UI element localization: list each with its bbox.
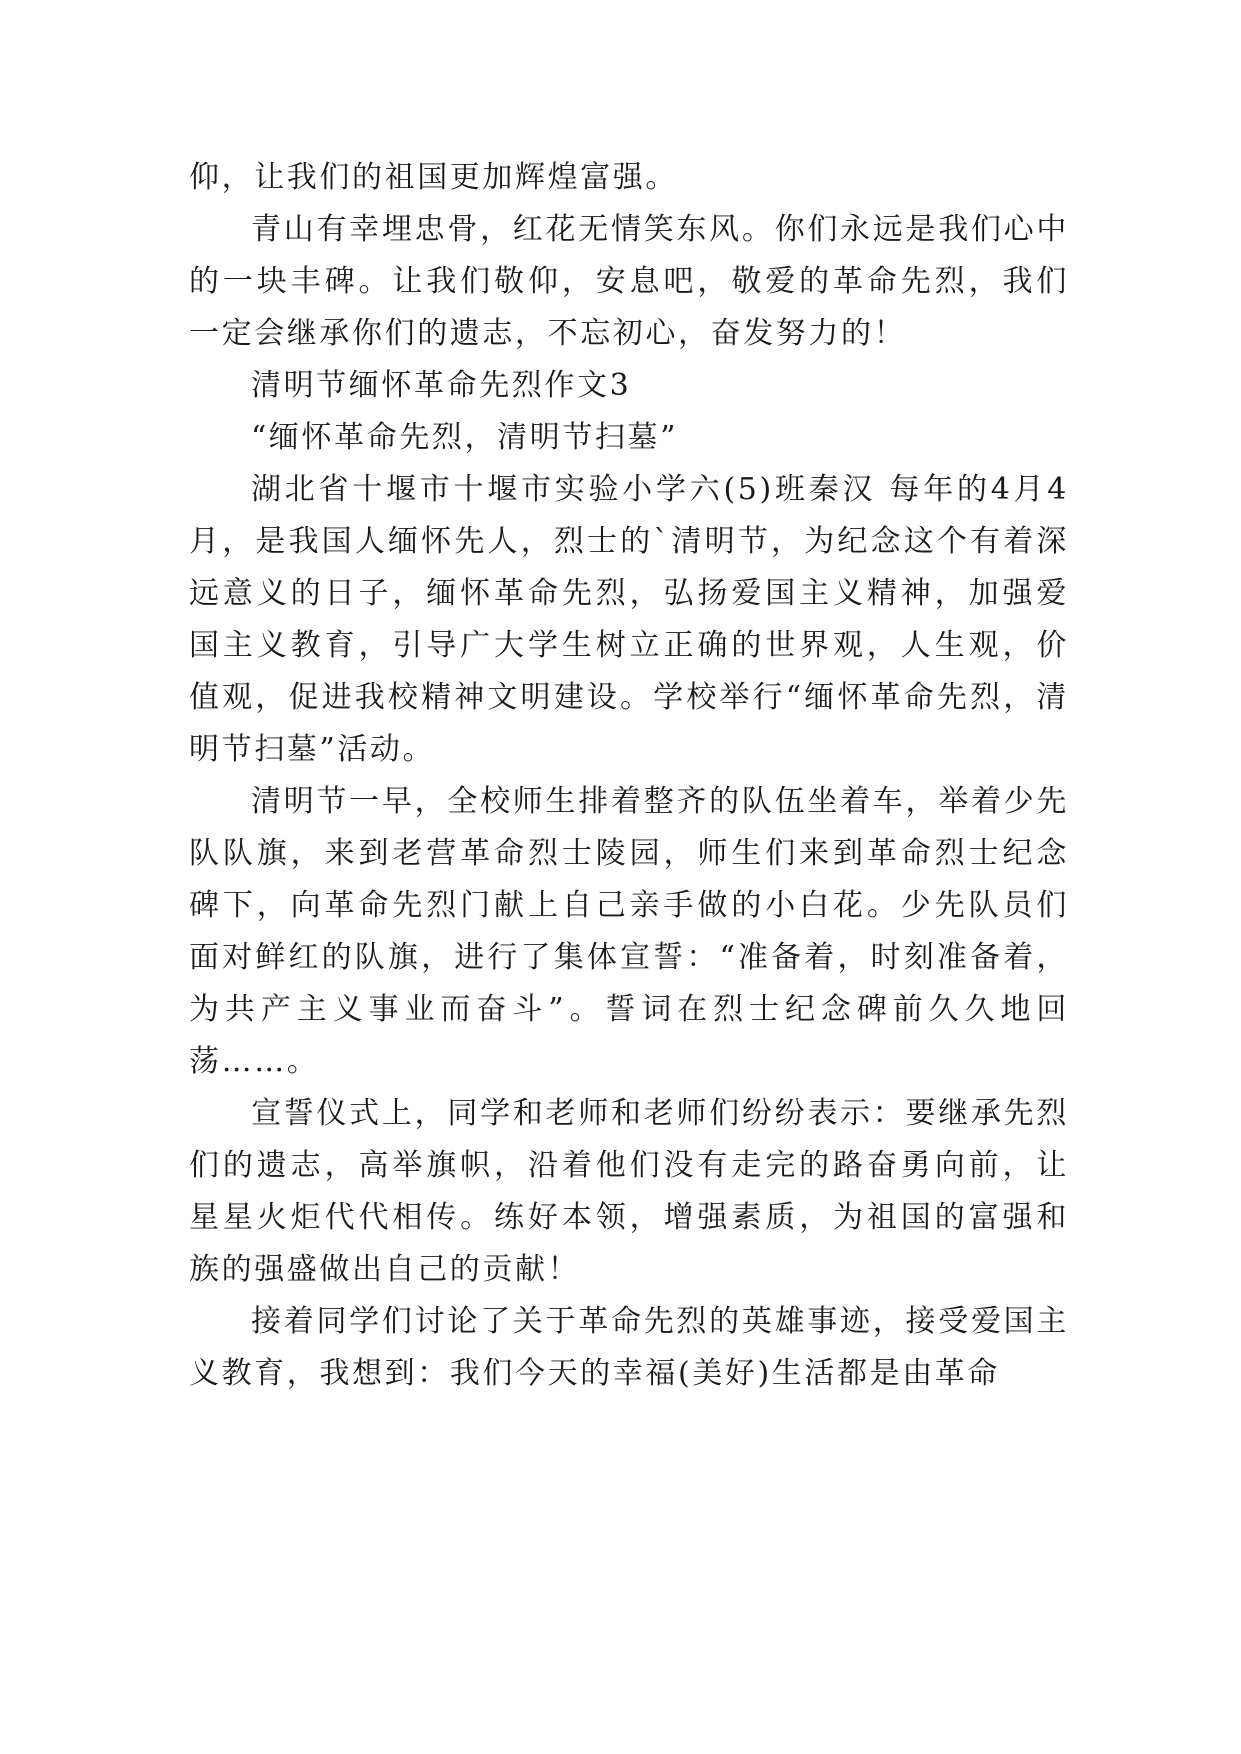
paragraph-discussion: 接着同学们讨论了关于革命先烈的英雄事迹，接受爱国主义教育，我想到：我们今天的幸福(美好)生活都是由革命 xyxy=(189,1304,1069,1391)
essay-title: 清明节缅怀革命先烈作文3 xyxy=(251,368,632,403)
paragraph-intro: 湖北省十堰市十堰市实验小学六(5)班秦汉 每年的4月4月，是我国人缅怀先人，烈士的`清明节，为纪念这个有着深远意义的日子，缅怀革命先烈，弘扬爱国主义精神，加强爱国主义教育，引导广大学生树立正确的世界观，人生观，价值观，促进我校精神文明建设。学校举行“缅怀革命先烈，清明节扫墓”活动。 xyxy=(189,472,1069,767)
paragraph-continuation: 仰，让我们的祖国更加辉煌富强。 xyxy=(189,160,678,195)
paragraph-tribute: 青山有幸埋忠骨，红花无情笑东风。你们永远是我们心中的一块丰碑。让我们敬仰，安息吧，敬爱的革命先烈，我们一定会继承你们的遗志，不忘初心，奋发努力的！ xyxy=(189,212,1069,351)
paragraph-oath: 宣誓仪式上，同学和老师和老师们纷纷表示：要继承先烈们的遗志，高举旗帜，沿着他们没有走完的路奋勇向前，让星星火炬代代相传。练好本领，增强素质，为祖国的富强和族的强盛做出自己的贡献！ xyxy=(189,1096,1069,1287)
document-body xyxy=(189,152,1069,1400)
paragraph-ceremony: 清明节一早，全校师生排着整齐的队伍坐着车，举着少先队队旗，来到老营革命烈士陵园，师生们来到革命烈士纪念碑下，向革命先烈门献上自己亲手做的小白花。少先队员们面对鲜红的队旗，进行了集体宣誓：“准备着，时刻准备着，为共产主义事业而奋斗”。誓词在烈士纪念碑前久久地回荡……。 xyxy=(189,784,1069,1079)
essay-subtitle: “缅怀革命先烈，清明节扫墓” xyxy=(251,420,679,455)
